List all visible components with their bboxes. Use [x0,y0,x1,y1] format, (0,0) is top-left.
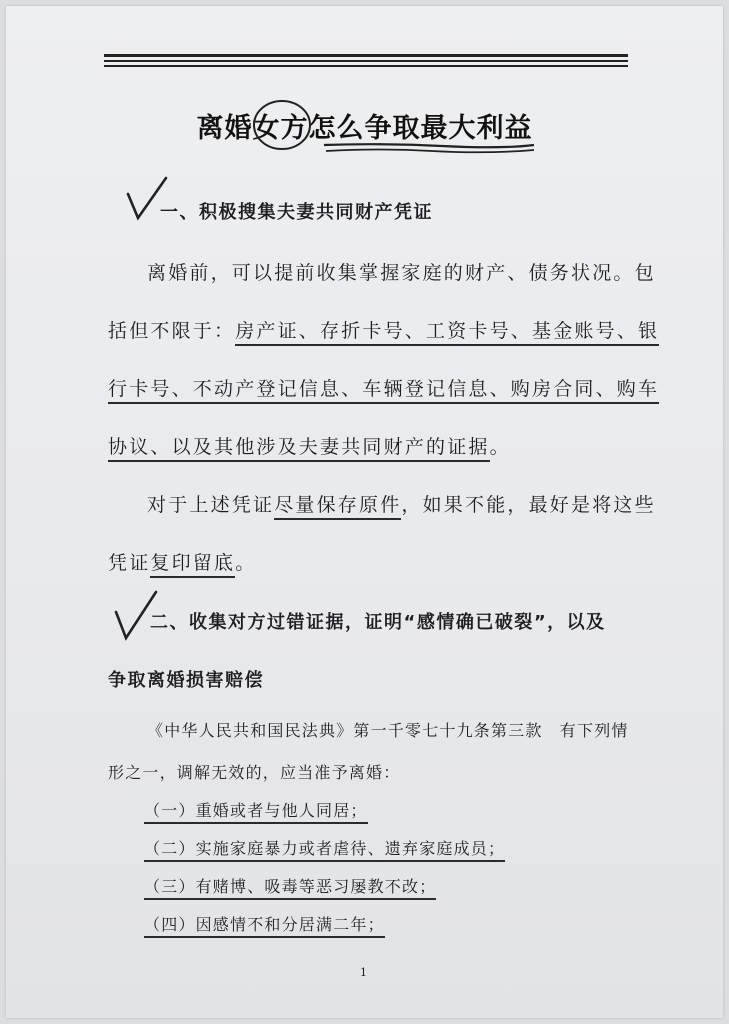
paragraph-line: 形之一，调解无效的，应当准予离婚： [108,763,401,782]
paragraph-line [108,374,659,401]
text-span: 。 [489,436,511,458]
list-item [144,798,368,821]
text-span: ，如果不能，最好是将这些 [401,494,656,516]
paragraph-line [108,316,659,343]
header-rule [104,54,628,57]
paragraph-line: 《中华人民共和国民法典》第一千零七十九条第三款 有下列情 [147,721,629,740]
pen-wavy-underline [322,140,538,156]
pen-circle-mark [250,96,314,154]
section-heading-2: 二、收集对方过错证据，证明“感情确已破裂”，以及 [150,612,606,633]
underlined-text: （四）因感情不和分居满二年； [144,915,385,938]
list-item [144,912,385,935]
header-rule [104,65,628,67]
underlined-text: （一）重婚或者与他人同居； [144,801,368,824]
text-span: 括但不限于： [108,320,236,342]
text-span: 凭证 [108,552,151,574]
document-title: 离婚女方怎么争取最大利益 [196,113,533,144]
paragraph-line [108,548,256,575]
header-rule [104,60,628,62]
text-span: 对于上述凭证 [147,494,275,516]
section-heading-2-continued: 争取离婚损害赔偿 [108,670,264,691]
paragraph-line: 离婚前，可以提前收集掌握家庭的财产、债务状况。包 [147,262,656,284]
list-item [144,836,505,859]
underlined-text: 复印留底 [150,552,235,578]
underlined-text: 行卡号、不动产登记信息、车辆登记信息、购房合同、购车 [108,378,659,404]
page-number: 1 [360,966,367,979]
underlined-text: （二）实施家庭暴力或者虐待、遗弃家庭成员； [144,839,505,862]
text-span: 。 [235,552,257,574]
underlined-text: 房产证、存折卡号、工资卡号、基金账号、银 [235,320,659,346]
paragraph-line [108,432,511,459]
underlined-text: （三）有赌博、吸毒等恶习屡教不改； [144,877,436,900]
underlined-text: 尽量保存原件 [274,494,401,520]
paragraph-line [147,490,656,517]
underlined-text: 协议、以及其他涉及夫妻共同财产的证据 [108,436,490,462]
section-heading-1: 一、积极搜集夫妻共同财产凭证 [160,202,433,223]
list-item [144,874,436,897]
